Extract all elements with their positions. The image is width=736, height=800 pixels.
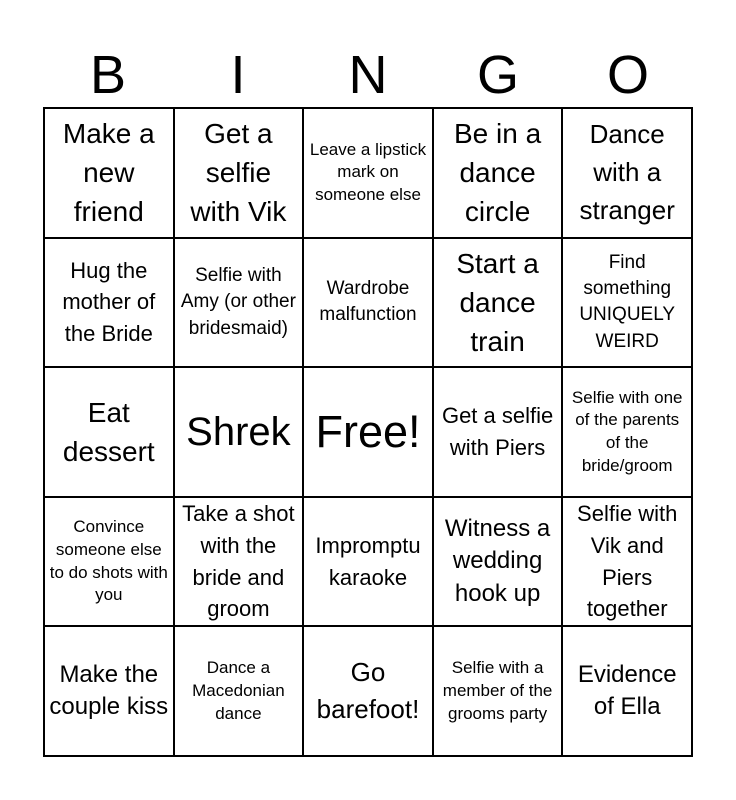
- cell-text: Witness a wedding hook up: [444, 515, 551, 607]
- cell-text: Make a new friend: [62, 118, 155, 228]
- cell-text: Evidence of Ella: [577, 660, 677, 721]
- bingo-cell[interactable]: [44, 108, 174, 238]
- bingo-cell[interactable]: [433, 497, 563, 627]
- bingo-header: [43, 44, 693, 106]
- cell-text: Wardrobe malfunction: [319, 278, 417, 326]
- cell-text: Be in a dance circle: [454, 118, 542, 228]
- bingo-cell[interactable]: [433, 108, 563, 238]
- bingo-cell[interactable]: [174, 108, 304, 238]
- cell-text: Find something UNIQUELY WEIRD: [579, 251, 676, 352]
- cell-text: Make the couple kiss: [49, 660, 169, 721]
- cell-text: Impromptu karaoke: [315, 532, 421, 590]
- cell-text: Selfie with a member of the grooms party: [442, 658, 553, 723]
- cell-text: Free!: [315, 405, 421, 457]
- cell-text: Shrek: [186, 409, 291, 454]
- bingo-cell[interactable]: [44, 626, 174, 756]
- bingo-cell[interactable]: [174, 497, 304, 627]
- header-letter-n: N: [348, 45, 388, 105]
- cell-text: Get a selfie with Piers: [441, 403, 554, 460]
- header-letter-i: I: [230, 45, 246, 105]
- cell-text: Start a dance train: [456, 247, 539, 357]
- header-letter-g: G: [476, 45, 519, 105]
- cell-text: Selfie with Amy (or other bridesmaid): [180, 265, 296, 339]
- bingo-cell[interactable]: [303, 238, 433, 368]
- header-letter-b: B: [89, 45, 127, 105]
- bingo-cell[interactable]: [174, 367, 304, 497]
- bingo-cell[interactable]: [433, 367, 563, 497]
- cell-text: Selfie with Vik and Piers together: [577, 500, 678, 622]
- bingo-cell[interactable]: [44, 238, 174, 368]
- bingo-cell[interactable]: [562, 367, 692, 497]
- cell-text: Hug the mother of the Bride: [62, 257, 156, 347]
- bingo-cell[interactable]: [562, 238, 692, 368]
- free-space[interactable]: [303, 367, 433, 497]
- bingo-cell[interactable]: [44, 497, 174, 627]
- cell-text: Go barefoot!: [316, 656, 420, 725]
- bingo-cell[interactable]: [562, 626, 692, 756]
- cell-text: Dance with a stranger: [579, 119, 675, 225]
- bingo-cell[interactable]: [303, 108, 433, 238]
- cell-text: Get a selfie with Vik: [190, 118, 287, 228]
- bingo-cell[interactable]: [303, 626, 433, 756]
- bingo-cell[interactable]: [433, 238, 563, 368]
- bingo-cell[interactable]: [303, 497, 433, 627]
- bingo-cell[interactable]: [562, 497, 692, 627]
- bingo-card: [43, 107, 693, 757]
- cell-text: Leave a lipstick mark on someone else: [309, 139, 427, 205]
- bingo-cell[interactable]: [562, 108, 692, 238]
- cell-text: Take a shot with the bride and groom: [182, 500, 295, 622]
- cell-text: Convince someone else to do shots with you: [49, 517, 168, 605]
- cell-text: Eat dessert: [62, 396, 155, 467]
- header-letter-o: O: [606, 45, 649, 105]
- cell-text: Dance a Macedonian dance: [192, 658, 285, 723]
- bingo-cell[interactable]: [174, 626, 304, 756]
- bingo-cell[interactable]: [174, 238, 304, 368]
- cell-text: Selfie with one of the parents of the bride/groom: [571, 387, 683, 475]
- bingo-cell[interactable]: [44, 367, 174, 497]
- bingo-cell[interactable]: [433, 626, 563, 756]
